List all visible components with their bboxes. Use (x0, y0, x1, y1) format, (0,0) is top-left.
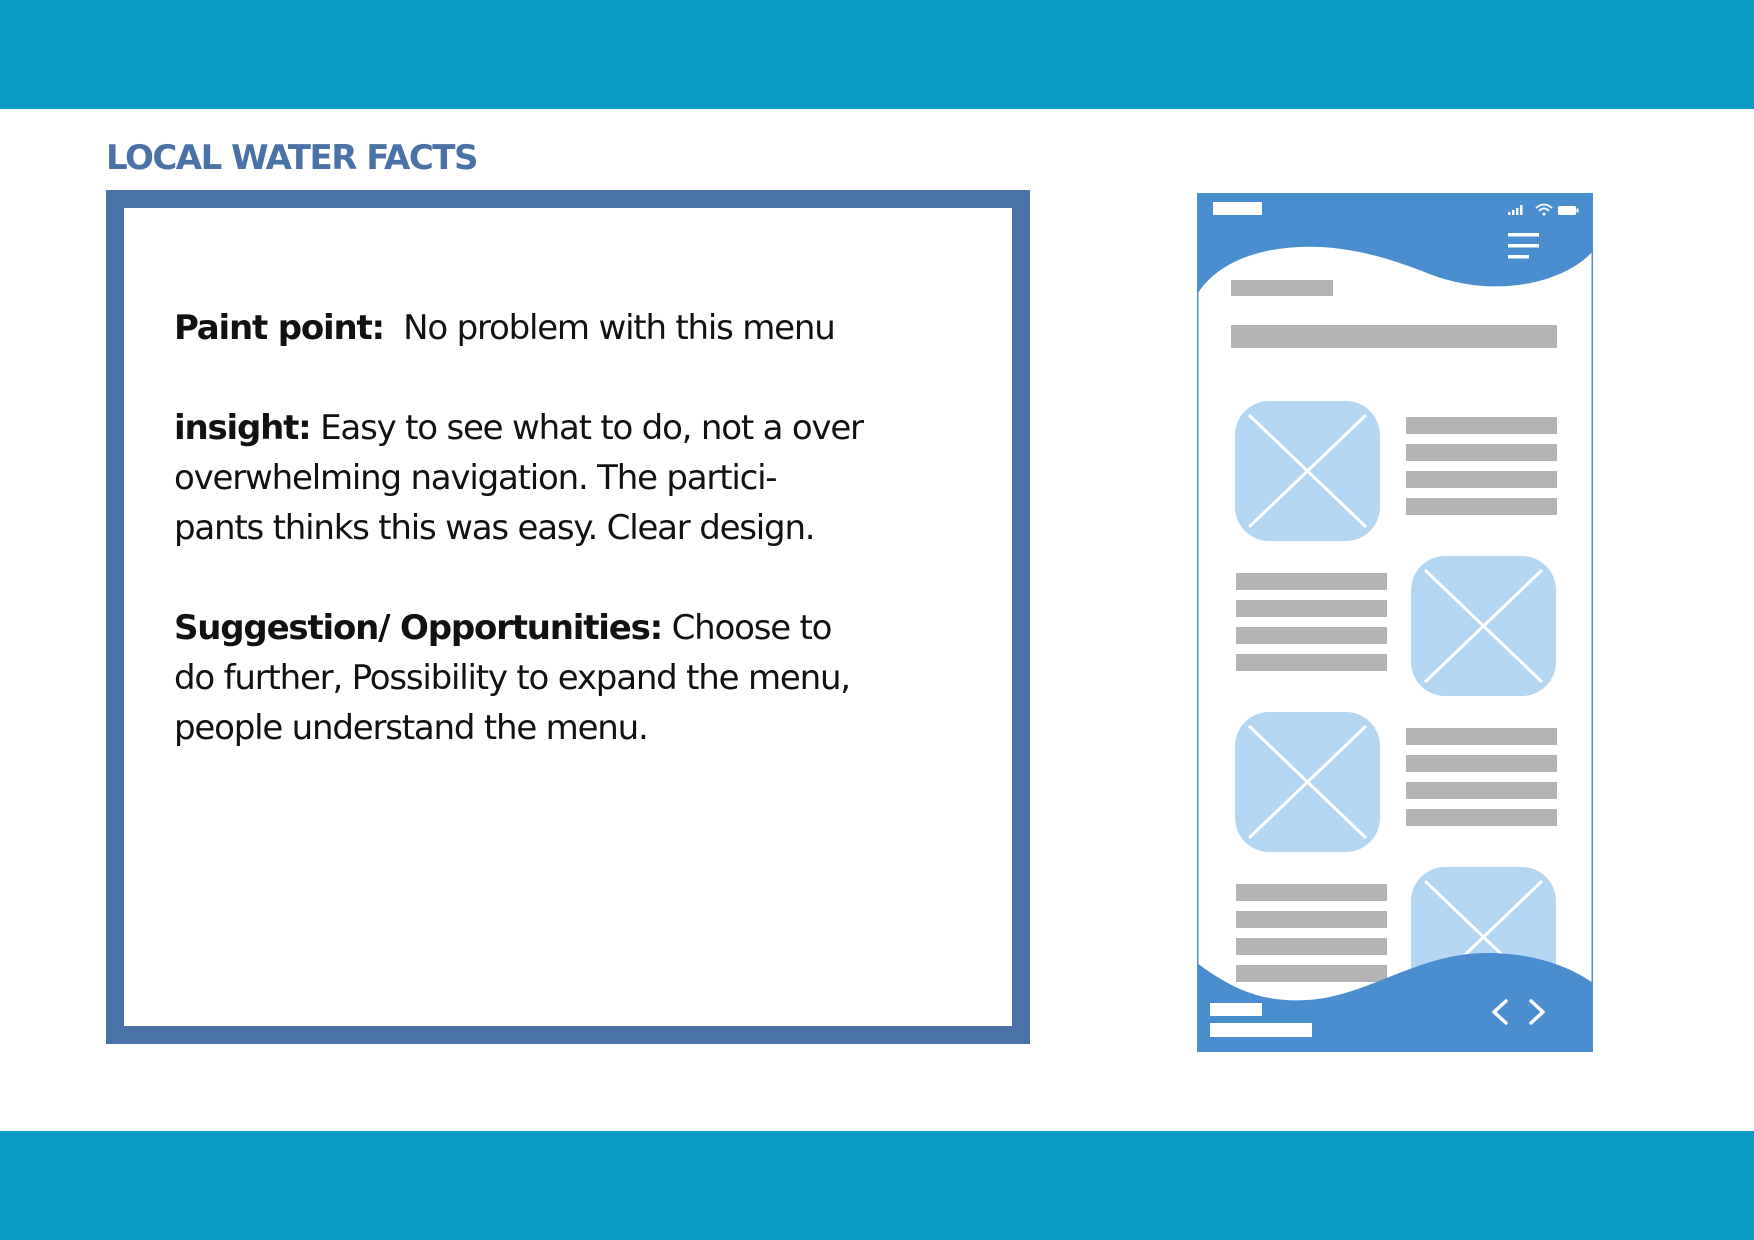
image-placeholder-icon (1411, 556, 1556, 696)
pain-point-paragraph (174, 303, 934, 353)
time-placeholder (1213, 202, 1262, 215)
phone-wireframe-svg (1197, 193, 1593, 1052)
insight-line-1: Easy to see what to do, not a over (310, 408, 863, 448)
footer-label-placeholder (1210, 1003, 1262, 1016)
findings-card (106, 190, 1030, 1044)
insight-paragraph (174, 403, 934, 553)
image-placeholder-icon (1235, 401, 1380, 541)
insight-label: insight: (174, 408, 311, 448)
bottom-band (0, 1131, 1754, 1240)
phone-wireframe (1197, 193, 1593, 1052)
suggestion-paragraph (174, 603, 934, 753)
findings-text (174, 303, 934, 803)
page-title: LOCAL WATER FACTS (106, 138, 477, 178)
heading-placeholder (1231, 325, 1557, 348)
footer-text-placeholder (1210, 1023, 1312, 1037)
top-band (0, 0, 1754, 109)
pain-point-text: No problem with this menu (403, 308, 835, 348)
insight-line-2: overwhelming navigation. The partici- (174, 458, 777, 498)
battery-icon (1558, 206, 1579, 215)
suggestion-label: Suggestion/ Opportunities: (174, 608, 663, 648)
suggestion-line-3: people understand the menu. (174, 708, 648, 748)
insight-line-3: pants thinks this was easy. Clear design. (174, 508, 815, 548)
subtitle-placeholder (1231, 280, 1333, 296)
pain-point-label: Paint point: (174, 308, 384, 348)
suggestion-line-2: do further, Possibility to expand the menu, (174, 658, 850, 698)
suggestion-line-1: Choose to (662, 608, 832, 648)
image-placeholder-icon (1235, 712, 1380, 852)
